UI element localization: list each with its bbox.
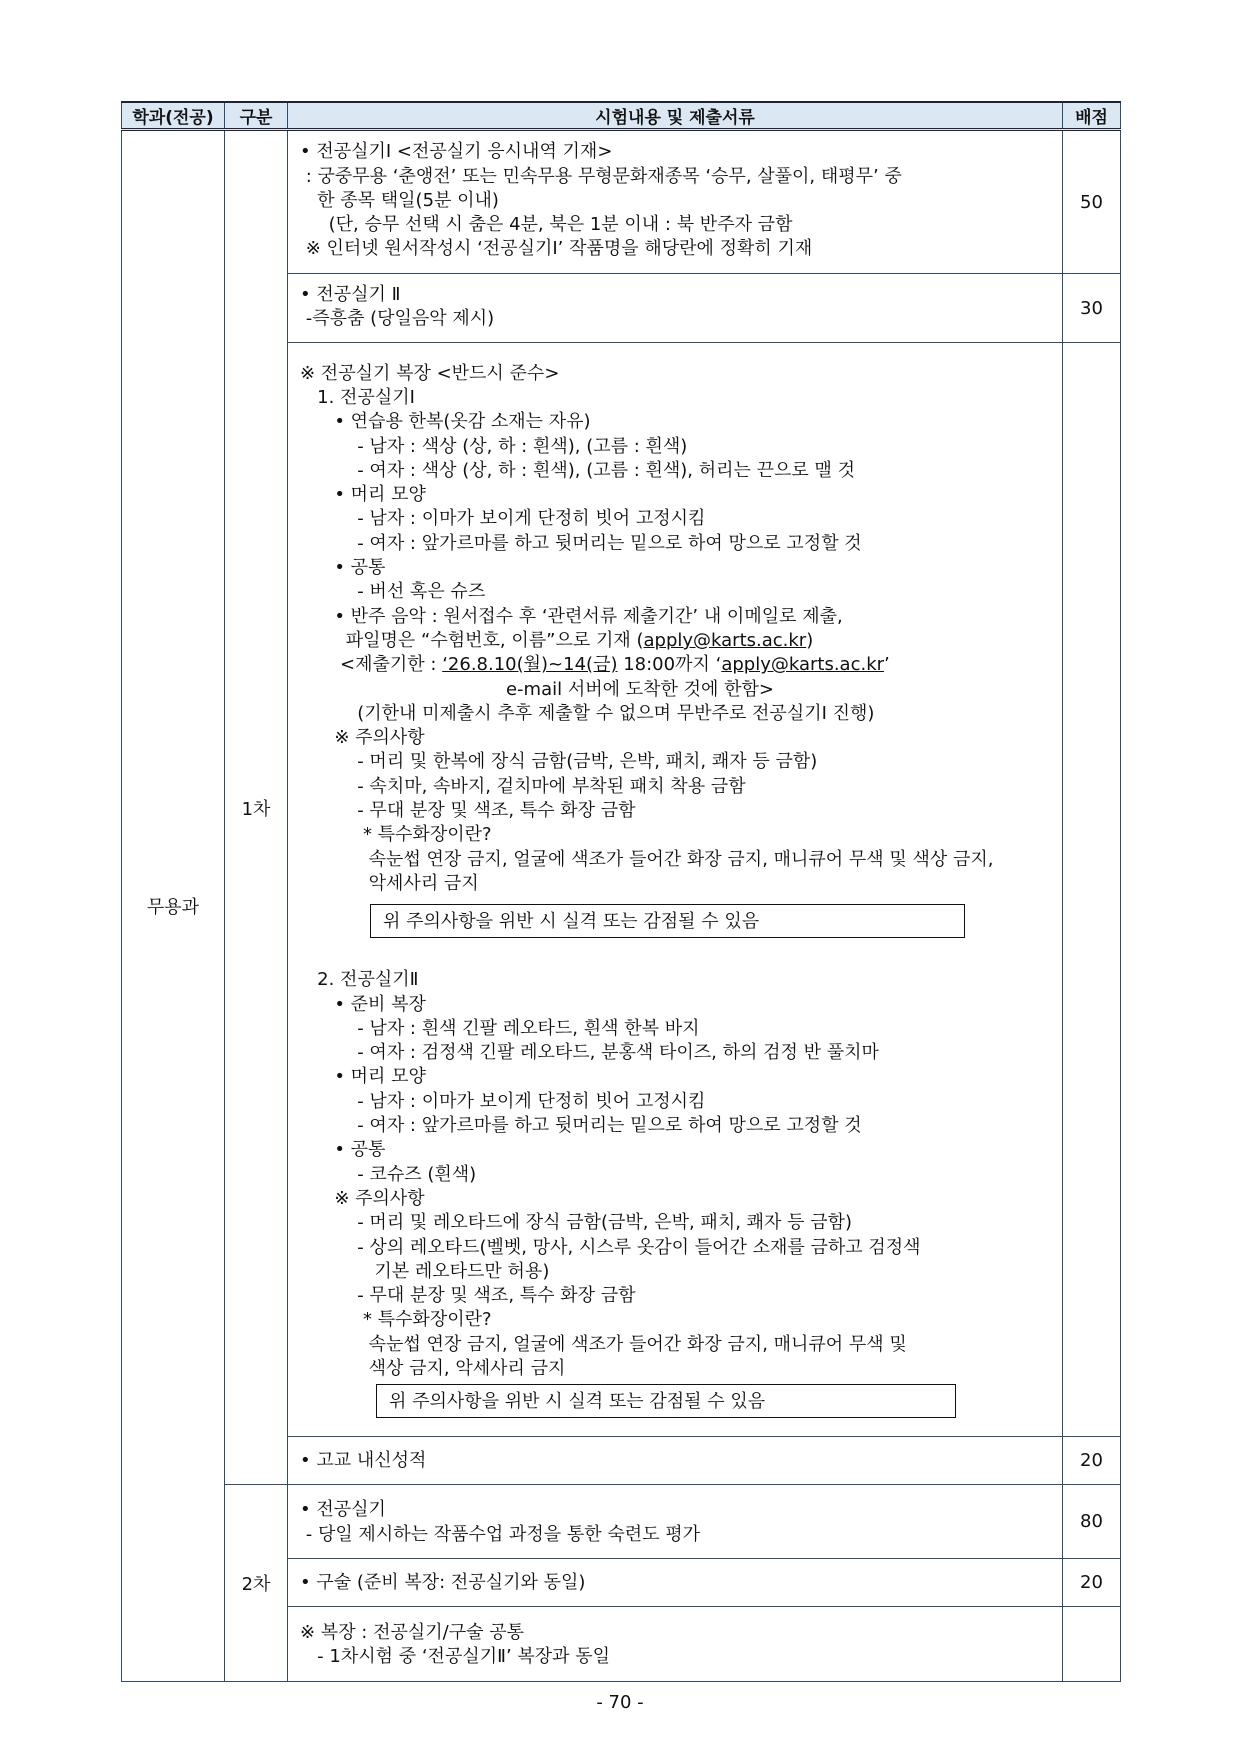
file-name-text: 파일명은 “수험번호, 이름”으로 기재 ( <box>300 629 644 651</box>
content-line: (단, 승무 선택 시 춤은 4분, 북은 1분 이내 : 북 반주자 금함 <box>300 214 793 236</box>
content-line: 속눈썹 연장 금지, 얼굴에 색조가 들어간 화장 금지, 매니큐어 무색 및 색상 금지, <box>300 848 994 870</box>
notice-box-wrap <box>376 1384 956 1418</box>
content-cell <box>288 1437 1063 1485</box>
content-line: • 전공실기 <box>300 1499 386 1521</box>
content-line: • 연습용 한복(옷감 소재는 자유) <box>300 411 591 433</box>
table-header-row <box>122 102 1121 130</box>
content-line: - 남자 : 흰색 긴팔 레오타드, 흰색 한복 바지 <box>300 1017 700 1039</box>
content-line: • 전공실기 Ⅱ <box>300 283 401 305</box>
header-content: 시험내용 및 제출서류 <box>288 102 1063 130</box>
deadline-label: <제출기한 : <box>300 654 443 676</box>
content-line: - 당일 제시하는 작품수업 과정을 통한 숙련도 평가 <box>300 1523 701 1545</box>
file-name-close: ) <box>806 629 814 651</box>
content-line: - 여자 : 색상 (상, 하 : 흰색), (고름 : 흰색), 허리는 끈으로 맬 것 <box>300 459 856 481</box>
content-line: - 무대 분장 및 색조, 특수 화장 금함 <box>300 800 636 822</box>
score-cell: 50 <box>1063 130 1121 274</box>
content-cell <box>288 1607 1063 1682</box>
content-line: - 무대 분장 및 색조, 특수 화장 금함 <box>300 1285 636 1307</box>
department-cell: 무용과 <box>122 130 225 1682</box>
content-line: ※ 인터넷 원서작성시 ‘전공실기Ⅰ’ 작품명을 해당란에 정확히 기재 <box>300 238 813 260</box>
exam-table <box>121 101 1121 1682</box>
content-line: ※ 주의사항 <box>300 1187 425 1209</box>
content-cell <box>288 1559 1063 1607</box>
content-line: ※ 주의사항 <box>300 727 425 749</box>
content-line: • 머리 모양 <box>300 484 426 506</box>
stage-cell-2: 2차 <box>225 1485 288 1682</box>
content-line: ※ 전공실기 복장 <반드시 준수> <box>300 362 560 384</box>
score-cell: 20 <box>1063 1559 1121 1607</box>
content-line: • 전공실기Ⅰ <전공실기 응시내역 기재> <box>300 141 613 163</box>
header-score: 배점 <box>1063 102 1121 130</box>
content-cell <box>288 274 1063 343</box>
content-line: 악세사리 금지 <box>300 872 479 894</box>
content-line: -즉흥춤 (당일음악 제시) <box>300 308 495 329</box>
content-line: • 구술 (준비 복장: 전공실기와 동일) <box>300 1571 586 1593</box>
stage-cell-1: 1차 <box>225 130 288 1485</box>
content-line: - 남자 : 이마가 보이게 단정히 빗어 고정시킴 <box>300 1090 706 1112</box>
content-line: - 여자 : 앞가르마를 하고 뒷머리는 밑으로 하여 망으로 고정할 것 <box>300 532 862 554</box>
content-line: : 궁중무용 ‘춘앵전’ 또는 민속무용 무형문화재종목 ‘승무, 살풀이, 태평무’ 중 <box>300 165 902 187</box>
header-dept: 학과(전공) <box>122 102 225 130</box>
content-line: • 고교 내신성적 <box>300 1449 427 1471</box>
score-cell-empty <box>1063 1607 1121 1682</box>
content-line: • 공통 <box>300 1139 386 1161</box>
content-line: - 1차시험 중 ‘전공실기Ⅱ’ 복장과 동일 <box>300 1646 611 1667</box>
content-cell <box>288 130 1063 274</box>
content-cell <box>288 1485 1063 1559</box>
deadline-close: ’ <box>884 654 890 676</box>
score-cell-empty <box>1063 343 1121 1437</box>
table-row <box>122 130 1121 274</box>
content-line: e-mail 서버에 도착한 것에 한함> <box>300 678 774 700</box>
score-cell: 80 <box>1063 1485 1121 1559</box>
header-stage: 구분 <box>225 102 288 130</box>
content-line: * 특수화장이란? <box>300 824 492 846</box>
deadline-line <box>300 653 1054 677</box>
content-line: 속눈썹 연장 금지, 얼굴에 색조가 들어간 화장 금지, 매니큐어 무색 및 <box>300 1333 907 1355</box>
email-link[interactable]: apply@karts.ac.kr <box>721 654 885 676</box>
content-line: • 공통 <box>300 557 386 579</box>
notice-box: 위 주의사항을 위반 시 실격 또는 감점될 수 있음 <box>370 904 965 938</box>
content-line: - 버선 혹은 슈즈 <box>300 581 486 603</box>
content-line: 한 종목 택일(5분 이내) <box>300 189 499 211</box>
email-link[interactable]: apply@karts.ac.kr <box>643 629 807 651</box>
content-line: 1. 전공실기Ⅰ <box>300 387 415 408</box>
deadline-date: ‘26.8.10(월)~14(금) <box>442 654 618 676</box>
table-row <box>122 1485 1121 1559</box>
content-line: 2. 전공실기Ⅱ <box>300 969 419 991</box>
content-line: ※ 복장 : 전공실기/구술 공통 <box>300 1621 524 1643</box>
content-cell <box>288 343 1063 1437</box>
content-line: • 머리 모양 <box>300 1066 426 1088</box>
content-line: - 여자 : 앞가르마를 하고 뒷머리는 밑으로 하여 망으로 고정할 것 <box>300 1115 862 1137</box>
content-line: - 속치마, 속바지, 겉치마에 부착된 패치 착용 금함 <box>300 775 746 797</box>
score-cell: 20 <box>1063 1437 1121 1485</box>
content-line: 색상 금지, 악세사리 금지 <box>300 1357 566 1379</box>
score-cell: 30 <box>1063 274 1121 343</box>
content-line: - 머리 및 레오타드에 장식 금함(금박, 은박, 패치, 쾌자 등 금함) <box>300 1212 853 1234</box>
content-line: - 여자 : 검정색 긴팔 레오타드, 분홍색 타이즈, 하의 검정 반 풀치마 <box>300 1042 879 1064</box>
content-line: • 반주 음악 : 원서접수 후 ‘관련서류 제출기간’ 내 이메일로 제출, <box>300 605 843 627</box>
content-line: - 머리 및 한복에 장식 금함(금박, 은박, 패치, 쾌자 등 금함) <box>300 751 818 773</box>
notice-box-wrap <box>370 904 965 938</box>
content-line: - 코슈즈 (흰색) <box>300 1163 477 1185</box>
content-line: • 준비 복장 <box>300 993 426 1015</box>
content-line: - 상의 레오타드(벨벳, 망사, 시스루 옷감이 들어간 소재를 금하고 검정색 <box>300 1236 921 1258</box>
deadline-time: 18:00까지 ‘ <box>617 654 722 676</box>
file-name-line <box>300 629 1054 653</box>
spacer <box>300 938 1054 968</box>
content-line: 기본 레오타드만 허용) <box>300 1260 550 1282</box>
content-line: (기한내 미제출시 추후 제출할 수 없으며 무반주로 전공실기Ⅰ 진행) <box>300 702 875 724</box>
notice-box: 위 주의사항을 위반 시 실격 또는 감점될 수 있음 <box>376 1384 956 1418</box>
content-line: - 남자 : 색상 (상, 하 : 흰색), (고름 : 흰색) <box>300 435 688 457</box>
page-number: - 70 - <box>596 1692 644 1713</box>
content-line: * 특수화장이란? <box>300 1309 492 1331</box>
content-line: - 남자 : 이마가 보이게 단정히 빗어 고정시킴 <box>300 508 706 530</box>
